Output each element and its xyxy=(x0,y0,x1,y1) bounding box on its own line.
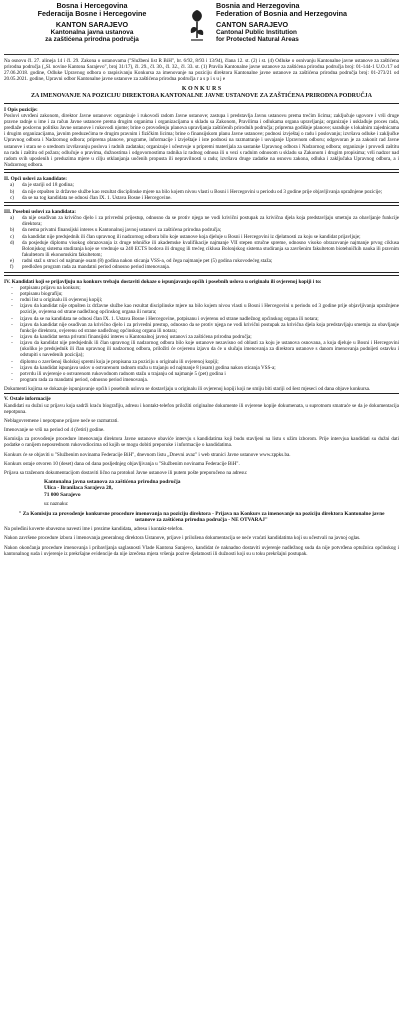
list-item-text: izjavu da kandidat ispunjava uslov o ostvarenom radnom stažu u trajanju od najmanje 8 (osam) godina nakon sticanja VSS-a; xyxy=(20,364,276,371)
section-5-heading: V. Ostale informacije xyxy=(4,396,51,403)
canton-name-english: CANTON SARAJEVO xyxy=(216,19,289,29)
list-item-text: izjavu da kandidat nije otpušten iz državne službe kao rezultat disciplinske mjere na bilo kojem nivou vlasti u Bosni i Hercegovini u periodu od 3 godine prije objavljivanja upražnjene pozicije, ovjerena od strane nadležnog općinskog organa ili notara; xyxy=(20,303,399,316)
list-item-text: izjavu da kandidat nema privatni finansijski interes u Kantonalnoj javnoj ustanovi za zaštićena prirodna područja; xyxy=(20,333,252,340)
list-item: - izjavu da kandidat nema privatni finansijski interes u Kantonalnoj javnoj ustanovi za zaštićena prirodna područja; xyxy=(4,334,399,340)
letterhead-right xyxy=(212,2,399,43)
list-item-text: da nije osuđivan za krivično djelo i za privredni prijestup, odnosno da se protiv njega ne vodi krivični postupak za krivična djela koja predstavljaju smetnju za obavljanje funkcije direktora; xyxy=(22,215,399,228)
list-item: - potpisanu prijavu na konkurs; xyxy=(4,285,399,291)
list-item-text: potpisanu prijavu na konkurs; xyxy=(20,284,81,291)
list-item-marker: b) xyxy=(10,227,15,234)
document-subtitle: ZA IMENOVANJE NA POZICIJU DIREKTORA KANTONALNE JAVNE USTANOVE ZA ZAŠTIĆENA PRIRODNA PODRUČJA xyxy=(30,92,372,99)
canton-name-local: KANTON SARAJEVO xyxy=(55,19,129,29)
paragraph: Nakon završene procedure izbora i imenovanja generalnog direktora Ustanove, prijave i priložena dokumentacija se neće vraćati kandidatima koji su učestvali na javnoj oglas. xyxy=(4,535,361,542)
list-item-text: potpisanu biografiju; xyxy=(20,290,63,297)
paragraph: uz naznaku: xyxy=(44,501,69,508)
list-item: - potvrdu ili uvjerenje o ostvarenom rukovodnom radnom stažu u trajanju od najmanje 5 (pet) godina i xyxy=(4,371,399,377)
list-item-marker: e) xyxy=(10,258,14,265)
list-item-text: da kandidat nije predsjednik ili član upravnog ili nadzornog odbora bilo koje ustanove koja djeluje u Bosni i Hercegovini iz djelatnosti za koju se kandidat prijavljuje; xyxy=(22,233,361,240)
list-item-text: izjavu da kandidat nije predsjednik ili član upravnog ili nadzornog odbora bilo koje ustanove nezavisno od oblasti za koju je ustanova osnovana, a koja djeluje u Bosni i Hercegovini (ukoliko je predsjednik ili član upravnog ili nadzornog odbora, priložiti će ovjerenu izjavu da će u slučaju imenovanja za direktora ustanove s danom imenovanja podnijeti ostavku i odstupiti s navedenih pozicija); xyxy=(20,340,399,359)
country-name-local: Bosna i Hercegovina xyxy=(56,1,128,10)
list-item-marker: c) xyxy=(10,194,14,201)
section-other-information xyxy=(4,396,399,556)
list-item: - diplomu o završenoj školskoj spremi koja je propisana za poziciju u originalu ili ovjerenoj kopiji; xyxy=(4,359,399,365)
list-item-text: radni staž u struci od najmanje osam (8) godina nakon sticanja VSS-a, od čega najmanje pet (5) godina rukovodećeg staža; xyxy=(22,258,273,265)
institution-name-english-1: Cantonal Public Institution xyxy=(216,28,297,36)
envelope-marking: " Za Komisiju za provođenje konkursne procedure imenovanja na poziciju direktora - Prijava na Konkurs za imenovanje na poziciju direktora Kantonalne javne ustanove za zaštićena prirodna područja - NE OTVARAJ" xyxy=(18,510,385,523)
paragraph: Imenovanje se vrši na period od 4 (četiri) godine. xyxy=(4,427,105,434)
address-line: 71 000 Sarajevo xyxy=(44,491,81,498)
list-item-marker: d) xyxy=(10,239,15,246)
federation-name-english: Federation of Bosnia and Herzegovina xyxy=(216,9,347,19)
list-item-text: da je stariji od 18 godina; xyxy=(22,182,74,189)
list-item-text: diplomu o završenoj školskoj spremi koja je propisana za poziciju u originalu ili ovjerenoj kopiji; xyxy=(20,358,219,365)
list-item-text: program rada za mandatni period, odnosno period imenovanja. xyxy=(20,377,149,384)
section-required-documents xyxy=(4,275,399,395)
list-item xyxy=(4,215,399,227)
address-line: Kantonalna javna ustanova za zaštićena prirodna područja xyxy=(44,478,181,485)
list-item: - izjavu da kandidat ispunjava uslov o ostvarenom radnom stažu u trajanju od najmanje 8 (osam) godina nakon sticanja VSS-a; xyxy=(4,365,399,371)
list-item-text: da nije otpušten iz državne službe kao rezultat disciplinske mjere na bilo kojem nivou vlasti u Bosni i Hercegovini u periodu od 3 godine prije objavljivanja upražnjene pozicije; xyxy=(22,188,382,195)
list-item: - izjavu da se na kandidata ne odnosi član IX. 1. Ustava Bosne i Hercegovine, potpisanu i ovjerenu od strane nadležnog općinskog organa ili notara; xyxy=(4,316,399,322)
address-line: Ulica - Branilaca Sarajeva 28, xyxy=(44,485,113,492)
list-item: - izjavu da kandidat nije predsjednik ili član upravnog ili nadzornog odbora bilo koje ustanove nezavisno od oblasti za koju je ustanova osnovana, a koja djeluje u Bosni i Hercegovini (ukoliko je predsjednik ili član upravnog ili nadzornog odbora, priložiti će ovjerenu izjavu da će u slučaju imenovanja za direktora ustanove s danom imenovanja podnijeti ostavku i odstupiti s navedenih pozicija); xyxy=(11,340,399,359)
list-item: - rodni list u originalu ili ovjerenoj kopiji; xyxy=(4,297,399,303)
paragraph: Konkurs ostaje otvoren 10 (deset) dana od dana posljednjeg objavljivanja u "Službenim novinama Federacije BiH". xyxy=(4,460,240,467)
list-item-text: da posjeduje diplomu visokog obrazovanja iz druge tehničke ili akademske kvalifikacije najmanje VII stepen stručne spreme, odnosno visoko obrazovanje najmanje prvog ciklusa Bolonjskog sistema studiranja koje se vrednuje sa 240 ECTS bodova ili drugog ili trećeg ciklusa Bolonjskog sistema studiranja sa završenim fakultetom biotehničkih nauka ili pravnim fakultetom ili ekonomskim fakultetom; xyxy=(22,239,399,259)
section-general-requirements xyxy=(4,172,399,203)
list-item: - program rada za mandatni period, odnosno period imenovanja. xyxy=(4,377,399,383)
list-item-text: izjavu da kandidat nije osuđivan za krivično djelo i za privredni prestup, odnosno da se protiv njega ne vodi krivični postupak za krivična djela koja predstavljaju smetnju za obavljanje funkcije direktora, ovjerenu od strane nadležnog općinskog organa ili notara; xyxy=(20,321,399,334)
list-item-text: rodni list u originalu ili ovjerenoj kopiji; xyxy=(20,297,103,304)
paragraph: Prijava sa traženom dokumentacijom dostaviti lično na protokol Javne ustanove ili putem pošte preporučeno na adresu: xyxy=(4,469,248,476)
paragraph: Konkurs će se objaviti u "Službenim novinama Federacije BiH", dnevnom listu „Dnevni avaz" i web stranici Javne ustanove www.zppks.ba. xyxy=(4,451,291,458)
list-item-text: da se na tog kandidata ne odnosi član IX. 1. Ustava Bosne i Hercegovine. xyxy=(22,194,172,201)
paragraph: Nakon okončanja procedure imenovanja i pribavljanja saglasnosti Vlade Kantona Sarajevo, kandidat će naknadno dostaviti uvjerenje nadležnog suda da nije potvrđena optužnica općinskog i kantonalnog suda i uvjerenje iz prekršajne evidencije da nije izrečena mjera vršenja pozive djelatnosti ili dužnosti koji su u toku prekršajni postupak. xyxy=(4,544,399,557)
section-1-heading: I Opis pozicije: xyxy=(4,106,38,113)
list-item xyxy=(4,264,399,270)
list-item-marker: b) xyxy=(10,188,15,195)
list-item xyxy=(4,195,399,201)
document-page xyxy=(4,2,399,557)
paragraph: Na poleđini koverte obavezno navesti ime i prezime kandidata, adresu i kontakt-telefon. xyxy=(4,526,184,533)
legal-basis-paragraph: Na osnovu čl. 27. alineja 14 i čl. 29. Zakona o ustanovama ("Službeni list R BiH", br. 6/92, 8/93 i 13/94), člana 12. st. (2) i st. (4) Odluke o osnivanju Kantonalne javne ustanove za zaštićena prirodna područja („Sl. novine Kantona Sarajevo", broj 31/17), čl. 29., čl. 30., čl. 32., čl. 33. st. (1) Pravila Kantonalne javne ustanove za zaštićena prirodna područja broj: 01-144-1 U.O./17 od 27.06.2018. godine, Odluke Upravnog odbora o raspisivanju Konkursa za imenovanje na poziciju direktora Kantonalne javne ustanove za zaštićena prirodna područja broj: 01-273/21 od 20.05.2021. godine, Upravni odbor Kantonalne javne ustanove za zaštićena prirodna područja r a s p i s u j e xyxy=(4,58,399,83)
list-item-marker: a) xyxy=(10,182,14,189)
letterhead xyxy=(4,2,399,55)
section-4-heading: IV. Kandidati koji se prijavljuju na konkurs trebaju dostaviti dokaze o ispunjavanju općih i posebnih uslova u originalu ili ovjerenoj kopiji i to: xyxy=(4,278,322,285)
paragraph: Komisija za provođenje procedure imenovanja direktora Javne ustanove obaviće intervju s kandidatima koji budu stavljeni na listu s užim izborom. Prije intervjua kandidati su dužni dati podatke o ranijem neposrednom rukovodiocima od kojih se mogu dobiti preporuke i informacije o kandidatima. xyxy=(4,436,399,449)
list-item-text: da nema privatni finansijski interes u Kantonalnoj javnoj ustanovi za zaštićena prirodna područja; xyxy=(22,227,222,234)
section-1-text: Poslovi utvrđeni zakonom, direktor Javne ustanove: organizuje i rukovodi radom Javne ustanove; zastupa i predstavlja Javnu ustanovu prema trećim licima; zaključuje ugovore i vrši druge pravne radnje u ime i za račun Javne ustanove prema drugim organima i organizacijama u skladu sa Zakonom, Pravilima i odlukama organa upravljanja; organizuje i usklađuje proces rada, predlaže poslovnu politiku Javne ustanove i rukovodi njome; brine o provođenju planova upravljanja zaštićenih prirodnih područja; priprema godišnje planove; sarađuje s lokalnim zajednicama i drugim organizacijama, javnim preduzećima te drugim pravnim i fizičkim licima; brine o finansijskom planu Javne ustanove; podnosi izvještaj o radu i poslovanju; izvršava odluke i zaključke Upravnog odbora i Nadzornog odbora; priprema planove, programe, informacije i izvještaje i iste podnosi na razmatranje i usvajanje Upravnom odboru; odgovoran je za zakonit rad Javne ustanove i stara se o urednom izvršavanju poslova i radnih zadataka; organizuje i učestvuje u pripremi materijala za sastanke Upravnog odbora i Nadzornog odbora; organizuje i provodi zaštitu na radu i zaštitu od požara; odlučuje o pravima, dužnostima i odgovornostima radnika iz radnog odnosa ili u vezi s radnim odnosom u skladu sa Zakonom i drugim propisima; vrši nadzor nad radom svih uposlenih i preduzima mjere u cilju otklanjanja uočenih propusta ili nepravilnosti u radu; izvršava druge zadatke na osnovu zakona, odluka i zaključaka Upravnog odbora, a i Nadzornog odbora. xyxy=(4,112,399,169)
institution-name-english-2: for Protected Natural Areas xyxy=(216,36,299,44)
federation-name-local: Federacija Bosne i Hercegovine xyxy=(37,9,147,19)
list-item-text: izjavu da se na kandidata ne odnosi član IX. 1. Ustava Bosne i Hercegovine, potpisanu i ovjerenu od strane nadležnog općinskog organa ili notara; xyxy=(20,315,319,322)
section-special-requirements xyxy=(4,205,399,273)
institution-name-local-2: za zaštićena prirodna područja xyxy=(45,36,139,44)
institution-name-local-1: Kantonalna javna ustanova xyxy=(50,28,134,36)
section-2-heading: II. Opći uslovi za kandidate: xyxy=(4,176,67,183)
list-item-marker: a) xyxy=(10,215,14,222)
list-item xyxy=(4,240,399,258)
list-item-text: potvrdu ili uvjerenje o ostvarenom rukovodnom radnom stažu u trajanju od najmanje 5 (pet) godina i xyxy=(20,370,226,377)
document-title: K O N K U R S xyxy=(181,85,222,92)
paragraph: Kandidati su dužni uz prijavu koja sadrži kraću biografiju, adresu i kontakt-telefon priložiti originalne dokumente ili ovjerene kopije dokumenata, u suprotnom smatraće se da je dokumentacija nepotpuna. xyxy=(4,402,399,415)
section-3-heading: III. Posebni uslovi za kandidata: xyxy=(4,208,76,215)
country-name-english: Bosnia and Herzegovina xyxy=(216,1,300,10)
list-item-marker: c) xyxy=(10,233,14,240)
list-item: - izjavu da kandidat nije osuđivan za krivično djelo i za privredni prestup, odnosno da se protiv njega ne vodi krivični postupak za krivična djela koja predstavljaju smetnju za obavljanje funkcije direktora, ovjerenu od strane nadležnog općinskog organa ili notara; xyxy=(11,321,399,334)
paragraph: Neblagovremene i nepotpune prijave neće se razmatrati. xyxy=(4,417,119,424)
list-item: - potpisanu biografiju; xyxy=(4,291,399,297)
section-job-description xyxy=(4,103,399,171)
list-item-text: predložen program rada za mandatni period odnosno period imenovanja. xyxy=(22,264,171,271)
institution-logo-icon xyxy=(186,4,208,44)
documents-note: Dokumenti kojima se dokazuje ispunjavanje općih i posebnih uslova se dostavljaju u originalu ili ovjerenoj kopiji koji ne smiju biti stariji od šest mjeseci od dana objave konkursa. xyxy=(4,386,371,393)
letterhead-left xyxy=(4,2,180,43)
list-item: - izjavu da kandidat nije otpušten iz državne službe kao rezultat disciplinske mjere na bilo kojem nivou vlasti u Bosni i Hercegovini u periodu od 3 godine prije objavljivanja upražnjene pozicije, ovjerena od strane nadležnog općinskog organa ili notara; xyxy=(11,303,399,316)
list-item-marker: f) xyxy=(10,264,14,271)
